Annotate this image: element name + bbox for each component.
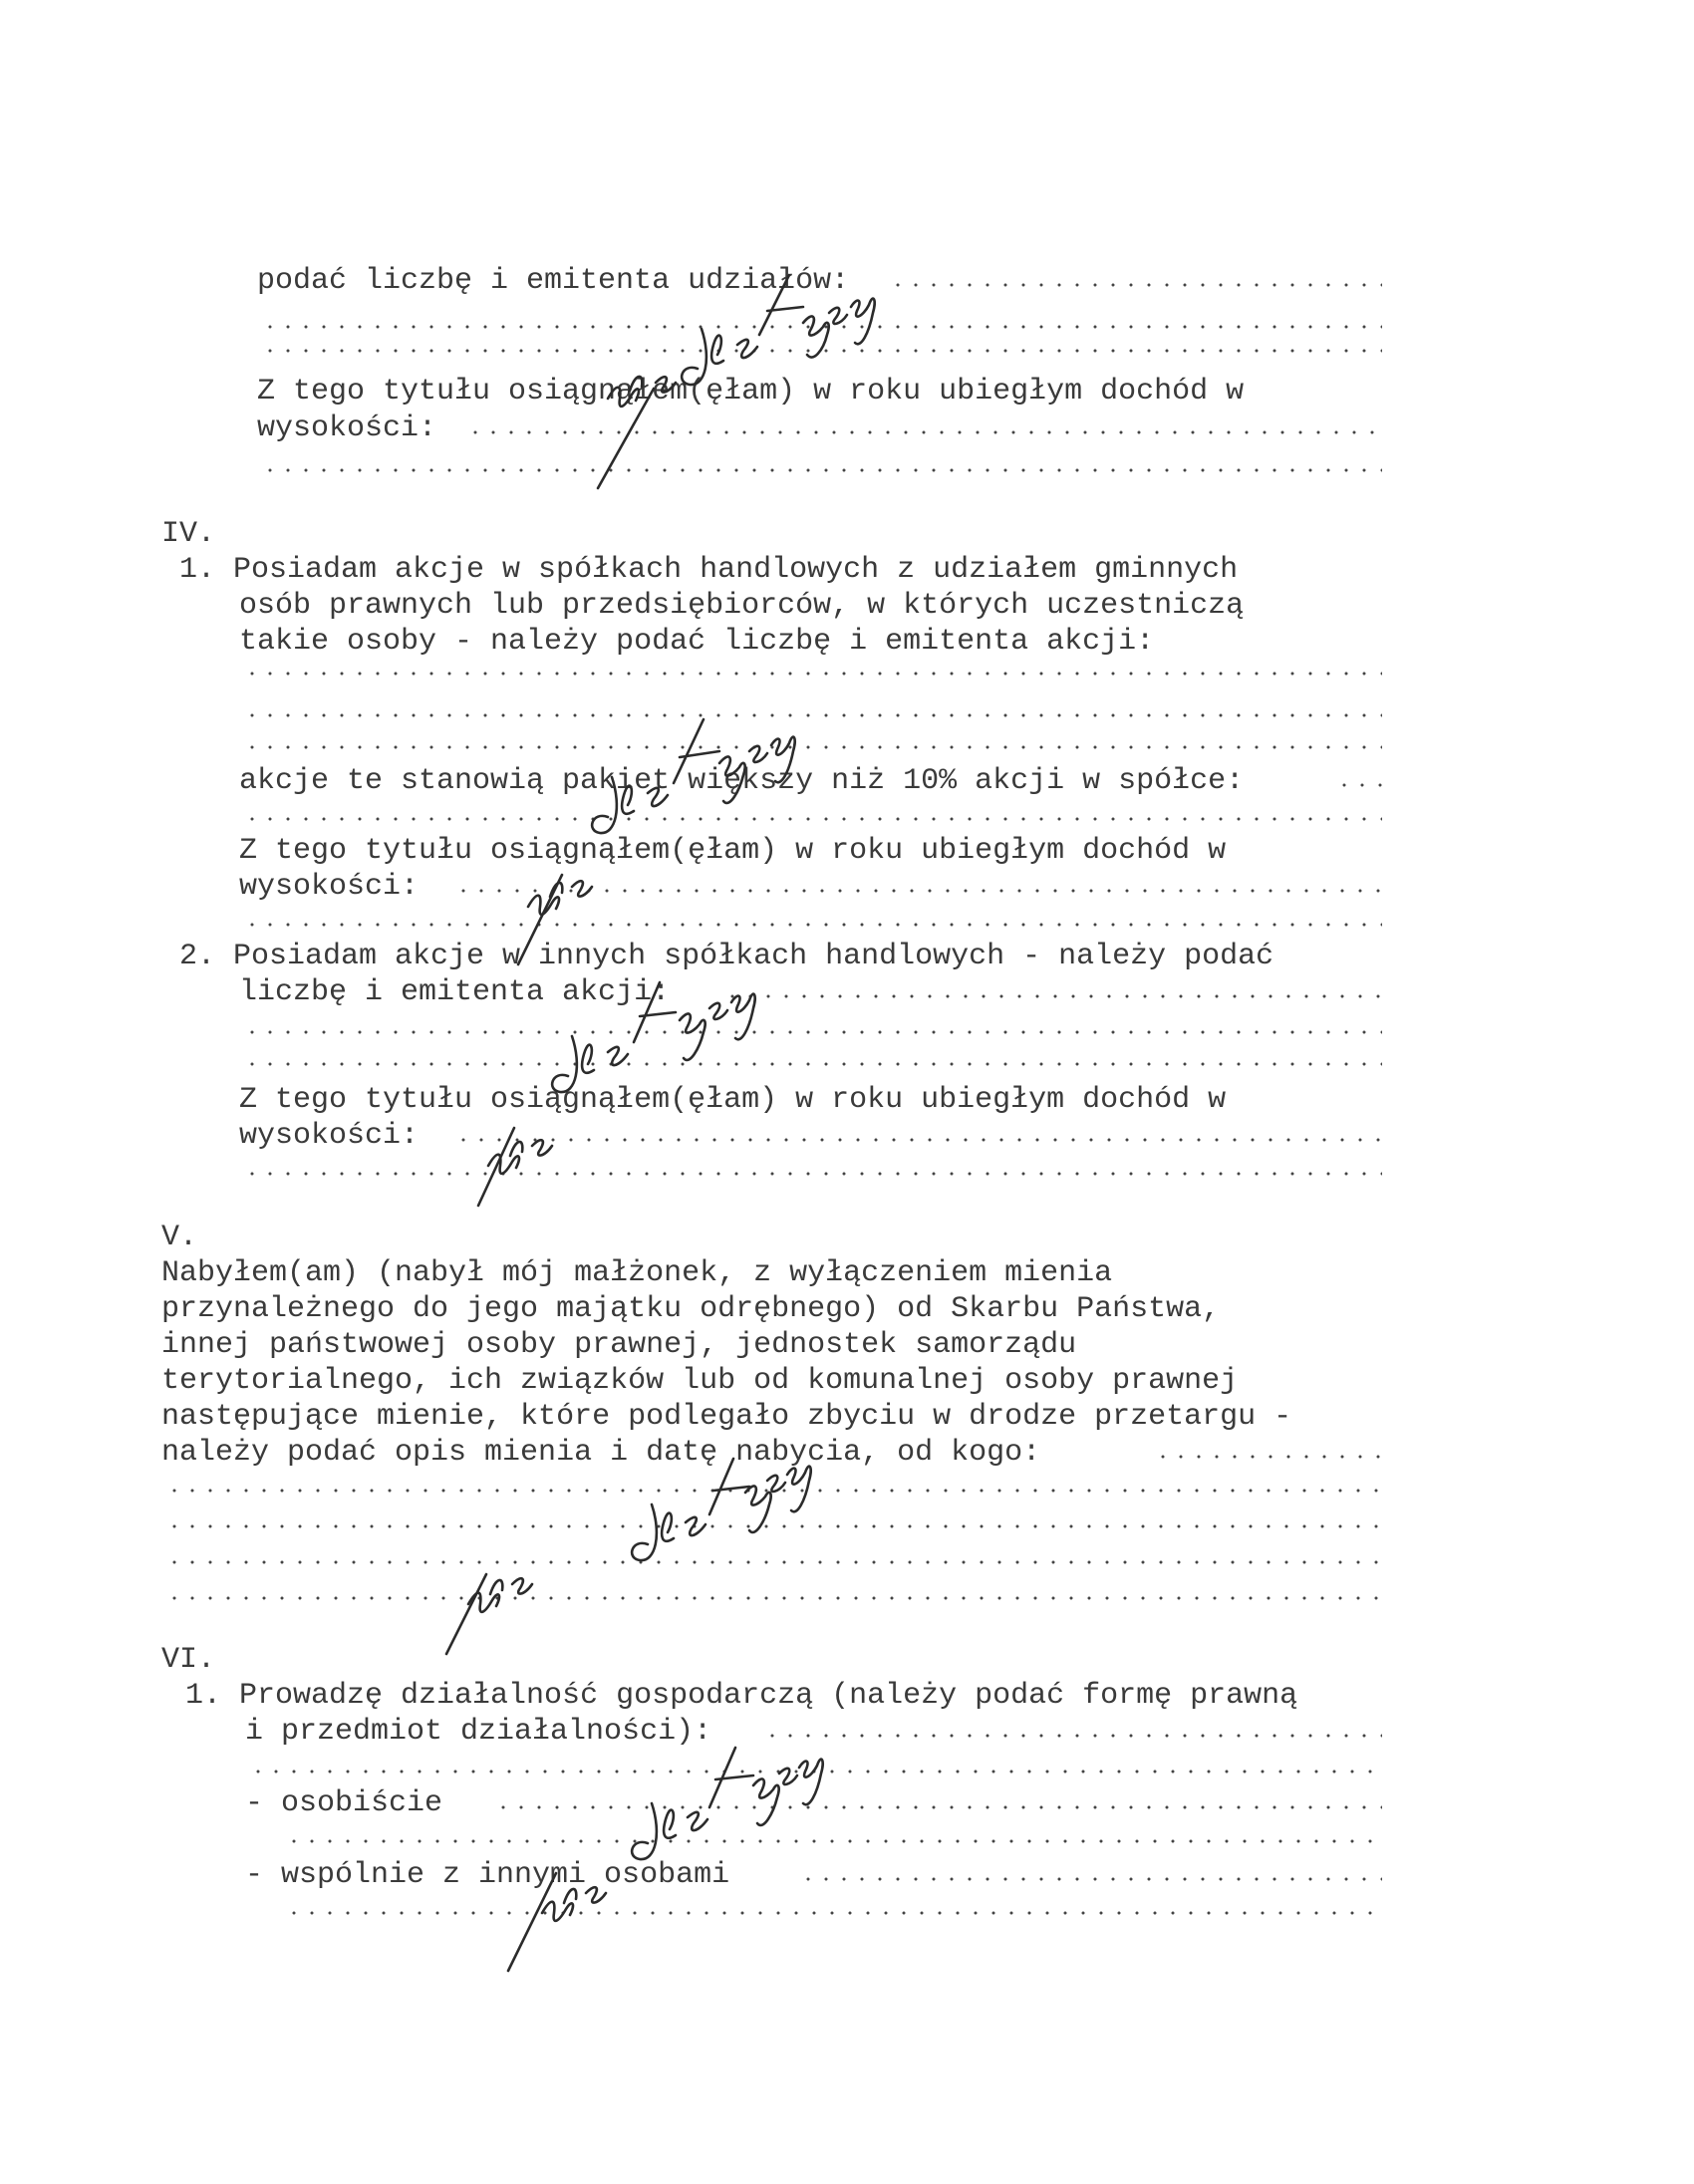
shares-municipal-prompt-3: takie osoby - należy podać liczbę i emitenta akcji: — [239, 625, 1155, 659]
section-vi-heading: VI. — [161, 1643, 216, 1677]
shares-other-prompt-2: liczbę i emitenta akcji: — [239, 975, 671, 1009]
business-jointly-label: - wspólnie z innymi osobami — [245, 1858, 730, 1892]
shares-other-prompt-1: 2. Posiadam akcje w innych spółkach handlowych - należy podać — [179, 940, 1274, 973]
acquired-property-prompt-5: następujące mienie, które podlegało zbyciu w drodze przetargu - — [161, 1400, 1292, 1434]
acquired-property-prompt-4: terytorialnego, ich związków lub od komunalnej osoby prawnej — [161, 1364, 1239, 1398]
income-amount-label-iv1: wysokości: — [239, 870, 420, 904]
handwritten-not-applicable-signature — [498, 1714, 877, 1973]
business-personally-label: - osobiście — [245, 1786, 443, 1820]
income-amount-label-iv2: wysokości: — [239, 1119, 420, 1153]
acquired-property-prompt-2: przynależnego do jego majątku odrębnego) od Skarbu Państwa, — [161, 1292, 1221, 1326]
shares-count-prompt: podać liczbę i emitenta udziałów: — [257, 264, 850, 298]
fill-line — [889, 283, 1382, 287]
acquired-property-prompt-1: Nabyłem(am) (nabył mój małżonek, z wyłączeniem mienia — [161, 1256, 1113, 1290]
acquired-property-prompt-3: innej państwowej osoby prawnej, jednostek samorządu — [161, 1328, 1077, 1362]
fill-line — [799, 1877, 1382, 1881]
shares-municipal-prompt-1: 1. Posiadam akcje w spółkach handlowych z udziałem gminnych — [179, 553, 1239, 587]
income-prompt-iv1: Z tego tytułu osiągnąłem(ęłam) w roku ubiegłym dochód w — [239, 834, 1227, 868]
acquired-property-prompt-6: należy podać opis mienia i datę nabycia, od kogo: — [161, 1436, 1041, 1470]
section-v-heading: V. — [161, 1221, 198, 1254]
section-iv-heading: IV. — [161, 517, 216, 551]
fill-line — [1154, 1455, 1382, 1459]
income-amount-label: wysokości: — [257, 411, 437, 445]
income-prompt-iv2: Z tego tytułu osiągnąłem(ęłam) w roku ubiegłym dochód w — [239, 1083, 1227, 1117]
business-activity-prompt-1: 1. Prowadzę działalność gospodarczą (należy podać formę prawną — [185, 1679, 1298, 1713]
handwritten-not-applicable-signature — [488, 697, 867, 956]
business-activity-prompt-2: i przedmiot działalności): — [245, 1715, 712, 1749]
handwritten-not-applicable-signature — [428, 1435, 807, 1694]
fill-line — [1335, 783, 1382, 787]
handwritten-not-applicable-signature — [568, 249, 947, 508]
shares-municipal-prompt-2: osób prawnych lub przedsiębiorców, w których uczestniczą — [239, 589, 1245, 623]
fill-line — [243, 672, 1382, 676]
share-package-prompt: akcje te stanowią pakiet większy niż 10% akcji w spółce: — [239, 764, 1245, 798]
handwritten-not-applicable-signature — [458, 956, 837, 1216]
income-prompt: Z tego tytułu osiągnąłem(ęłam) w roku ubiegłym dochód w — [257, 375, 1245, 409]
